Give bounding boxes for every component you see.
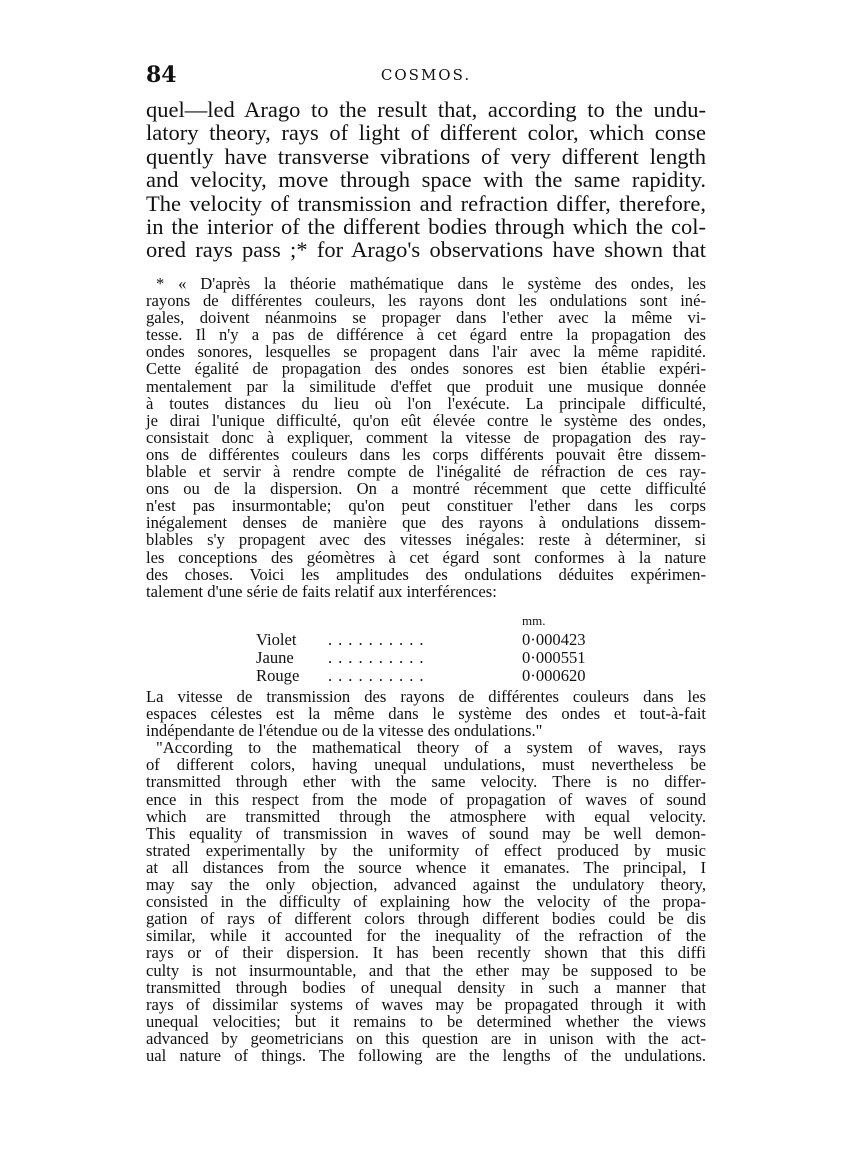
footnote-line: of different colors, having unequal undulations, must nevertheless be [146, 755, 706, 775]
footnote [146, 275, 706, 600]
footnote-french-end [146, 688, 706, 739]
footnote-line: rayons de différentes couleurs, les rayons dont les ondulations sont iné- [146, 291, 706, 311]
footnote-line: je dirai l'unique difficulté, qu'on eût élevée contre le système des ondes, [146, 410, 706, 430]
footnote-line: blables s'y propagent avec des vitesses inégales: reste à déterminer, si [146, 530, 706, 550]
footnote-line: transmitted through ether with the same velocity. There is no differ- [146, 772, 706, 792]
footnote-line: similar, while it accounted for the inequality of the refraction of the [146, 926, 706, 946]
footnote-line: culty is not insurmountable, and that the ether may be supposed to be [146, 960, 706, 980]
main-body-text [146, 98, 706, 262]
body-line: ored rays pass ;* for Arago's observations have shown that [146, 237, 706, 263]
table-row [256, 666, 596, 684]
footnote-line: ence in this respect from the mode of propagation of waves of sound [146, 789, 706, 809]
footnote-line: n'est pas insurmontable; qu'on peut constituer l'ether dans les corps [146, 496, 706, 516]
footnote-line: tesse. Il n'y a pas de différence à cet égard entre la propagation des [146, 325, 706, 345]
footnote-continued [146, 688, 706, 1064]
footnote-line: consistait donc à expliquer, comment la vitesse de propagation des ray- [146, 427, 706, 447]
body-line: The velocity of transmission and refraction differ, therefore, [146, 190, 706, 216]
leader-dots: .......... [328, 648, 430, 667]
wavelength-value: 0·000423 [522, 630, 586, 649]
footnote-french [146, 275, 706, 600]
footnote-line: blable et servir à rendre compte de l'inégalité de réfraction de ces ray- [146, 462, 706, 482]
leader-dots: .......... [328, 666, 430, 685]
footnote-line: which are transmitted through the atmosphere with equal velocity. [146, 806, 706, 826]
page-header [146, 62, 706, 86]
footnote-line: * « D'après la théorie mathématique dans le système des ondes, les [156, 274, 706, 293]
footnote-line: ons de différentes couleurs dans les corps différents pouvait être dissem- [146, 444, 706, 464]
footnote-line: consisted in the difficulty of explaining how the velocity of the propa- [146, 892, 706, 912]
footnote-line: unequal velocities; but it remains to be determined whether the views [146, 1011, 706, 1031]
footnote-line: ual nature of things. The following are the lengths of the undulations. [146, 1045, 706, 1065]
leader-dots: .......... [328, 630, 430, 649]
wavelength-value: 0·000620 [522, 666, 586, 685]
wavelength-value: 0·000551 [522, 648, 586, 667]
footnote-line: des choses. Voici les amplitudes des ondulations déduites expérimen- [146, 564, 706, 584]
footnote-line: à toutes distances du lieu où l'on l'exécute. La principale difficulté, [146, 393, 706, 413]
footnote-line: rays or of their dispersion. It has been recently shown that this diffi [146, 943, 706, 963]
table-row [256, 648, 596, 666]
footnote-line: indépendante de l'étendue ou de la vitesse des ondulations." [146, 721, 543, 741]
footnote-line: espaces célestes est la même dans le système des ondes et tout-à-fait [146, 704, 706, 724]
color-name: Violet [256, 630, 297, 649]
table-unit: mm. [522, 613, 546, 628]
color-name: Jaune [256, 648, 294, 667]
color-name: Rouge [256, 666, 300, 685]
footnote-line: ondes sonores, lesquelles se propagent dans l'air avec la même rapidité. [146, 342, 706, 362]
footnote-line: "According to the mathematical theory of a system of waves, rays [156, 738, 706, 758]
footnote-english [146, 739, 706, 1064]
body-line: quel—led Arago to the result that, according to the undu- [146, 97, 706, 122]
footnote-line: may say the only objection, advanced against the undulatory theory, [146, 875, 706, 895]
footnote-line: talement d'une série de faits relatif aux interférences: [146, 581, 497, 601]
body-line: quently have transverse vibrations of very different length [146, 143, 706, 169]
footnote-line: La vitesse de transmission des rayons de différentes couleurs dans les [146, 687, 706, 706]
footnote-line: gation of rays of different colors through different bodies could be dis [146, 909, 706, 929]
footnote-line: ons ou de la dispersion. On a montré récemment que cette difficulté [146, 479, 706, 499]
body-line: in the interior of the different bodies through which the col- [146, 214, 706, 240]
footnote-line: transmitted through bodies of unequal density in such a manner that [146, 977, 706, 997]
footnote-line: at all distances from the source whence it emanates. The principal, I [146, 857, 706, 877]
body-line: latory theory, rays of light of different color, which conse [146, 120, 706, 146]
footnote-line: This equality of transmission in waves of sound may be well demon- [146, 823, 706, 843]
footnote-line: advanced by geometricians on this question are in unison with the act- [146, 1028, 706, 1048]
footnote-line: mentalement par la similitude d'effet que produit une musique donnée [146, 376, 706, 396]
running-head: COSMOS. [380, 66, 472, 84]
footnote-line: rays of dissimilar systems of waves may be propagated through it with [146, 994, 706, 1014]
table-row [256, 630, 596, 648]
footnote-line: les conceptions des géomètres à cet égard sont conformes à la nature [146, 547, 706, 567]
footnote-line: gales, doivent néanmoins se propager dans l'ether avec la même vi- [146, 308, 706, 328]
footnote-line: strated experimentally by the uniformity of effect produced by music [146, 840, 706, 860]
body-line: and velocity, move through space with the same rapidity. [146, 167, 706, 193]
footnote-line: Cette égalité de propagation des ondes sonores est bien établie expéri- [146, 359, 706, 379]
footnote-line: inégalement denses de manière que des rayons à ondulations dissem- [146, 513, 706, 533]
page-number: 84 [146, 62, 177, 88]
